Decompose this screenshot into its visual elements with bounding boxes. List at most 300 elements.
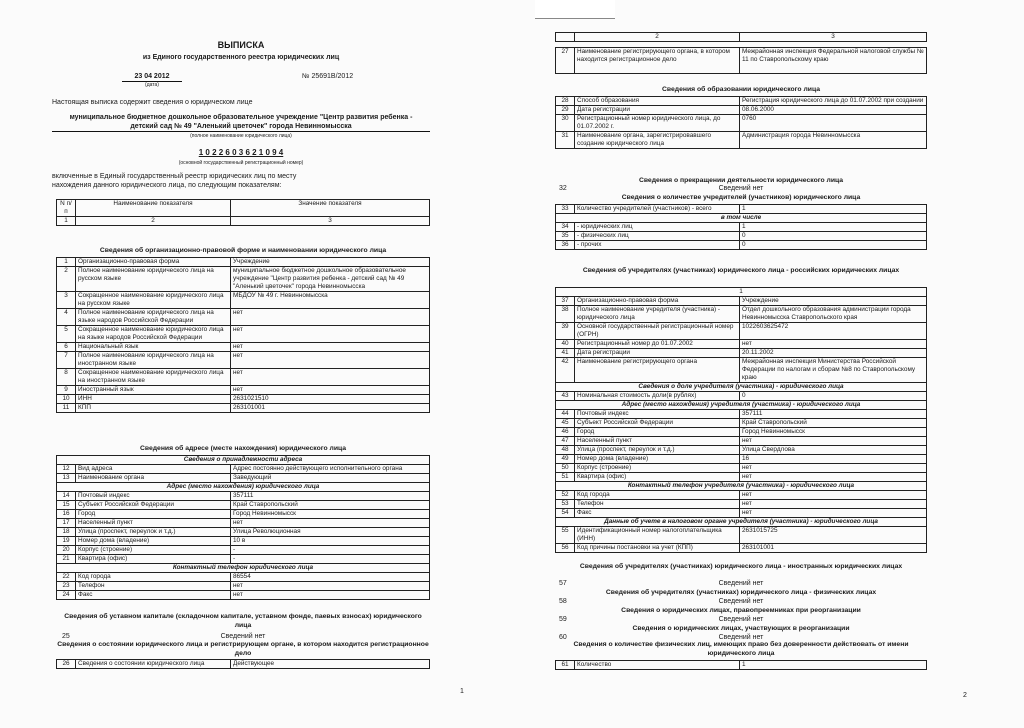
- col-index-1: 1: [57, 217, 76, 226]
- table-row: [57, 386, 430, 395]
- table-row: [556, 106, 927, 115]
- table-row: [556, 297, 927, 306]
- row-label: Количество учредителей (участников) - всего: [575, 205, 740, 214]
- page-number: 2: [963, 692, 967, 699]
- row-label: - прочих: [575, 241, 740, 250]
- row-label: Телефон: [575, 500, 740, 509]
- row-label: Факс: [575, 509, 740, 518]
- table-row: [57, 501, 430, 510]
- row-label: Код причины постановки на учет (КПП): [575, 544, 740, 553]
- row-number: 37: [556, 297, 575, 306]
- row-number: 56: [556, 544, 575, 553]
- termination-value: Сведений нет: [718, 185, 764, 192]
- row-value: Заведующий: [231, 474, 430, 483]
- section-formation: [555, 85, 927, 149]
- row-value: Край Ставропольский: [740, 419, 927, 428]
- subsection-row: [57, 483, 430, 492]
- row-number: 47: [556, 437, 575, 446]
- row-label: Населенный пункт: [76, 519, 231, 528]
- data-table: [555, 204, 927, 250]
- row-number: 15: [57, 501, 76, 510]
- row-label: Почтовый индекс: [76, 492, 231, 501]
- termination-number: 32: [559, 185, 567, 192]
- subsection-title: Сведения о принадлежности адреса: [57, 456, 430, 465]
- page-2: [555, 0, 967, 728]
- subsection-row: [57, 564, 430, 573]
- row-number: 6: [57, 343, 76, 352]
- table-row: [57, 465, 430, 474]
- entity-name-line1: муниципальное бюджетное дошкольное образовательное учреждение "Центр развития ребенка -: [69, 114, 413, 121]
- section-title: Сведения об учредителях (участниках) юридического лица - российских юридических лицах: [582, 267, 900, 274]
- row-label: Город: [575, 428, 740, 437]
- row-number: 22: [57, 573, 76, 582]
- no-data-value: Сведений нет: [718, 616, 764, 623]
- intro-text: Настоящая выписка содержит сведения о юридическом лице: [52, 99, 253, 106]
- persons-table: [555, 660, 927, 670]
- row-value: 0: [740, 241, 927, 250]
- row-value: нет: [231, 519, 430, 528]
- row-value: нет: [231, 343, 430, 352]
- data-table: [555, 287, 927, 553]
- row-value: 1: [740, 223, 927, 232]
- row-value: Учреждение: [231, 258, 430, 267]
- row-value: нет: [231, 591, 430, 600]
- row-value: 20.11.2002: [740, 349, 927, 358]
- row-label: Сведения о состоянии юридического лица: [76, 660, 231, 669]
- no-data-row: [555, 597, 927, 606]
- row-number: 23: [57, 582, 76, 591]
- row-number: 12: [57, 465, 76, 474]
- table-row: [556, 48, 927, 74]
- row-value: Учреждение: [740, 297, 927, 306]
- no-data-row: [555, 615, 927, 624]
- row-value: 0: [740, 232, 927, 241]
- section-title: Сведения об адресе (месте нахождения) юридического лица: [139, 445, 347, 452]
- table-row: [556, 544, 927, 553]
- row-value: 263101001: [231, 404, 430, 413]
- row-label: Наименование органа: [76, 474, 231, 483]
- extract-date: 23 04 2012: [122, 72, 182, 82]
- extract-number: № 25691В/2012: [302, 73, 354, 80]
- table-row: [57, 510, 430, 519]
- data-table: [555, 96, 927, 149]
- row-label: Дата регистрации: [575, 106, 740, 115]
- row-value: Отдел дошкольного образования администрации города Невинномысска Ставропольского края: [740, 306, 927, 323]
- row-label: Наименование регистрирующего органа: [575, 358, 740, 383]
- row-value: Город Невинномысск: [231, 510, 430, 519]
- subsection-row: [556, 214, 927, 223]
- row-number: 28: [556, 97, 575, 106]
- row-label: Организационно-правовая форма: [76, 258, 231, 267]
- row-label: Количество: [575, 661, 740, 670]
- row-number: 45: [556, 419, 575, 428]
- status-title: Сведения о состоянии юридического лица и регистрирующем органе, в котором находится регистрационное дело: [57, 641, 429, 657]
- row-label: Улица (проспект, переулок и т.д.): [575, 446, 740, 455]
- subsection-title: Контактный телефон учредителя (участника) - юридического лица: [556, 482, 927, 491]
- row-number: 53: [556, 500, 575, 509]
- table-row: [556, 464, 927, 473]
- section-founders-russian: [555, 266, 927, 553]
- subsection-row: [556, 482, 927, 491]
- subsection-row: [556, 383, 927, 392]
- row-value: Адрес постоянно действующего исполнительного органа: [231, 465, 430, 474]
- row-label: ИНН: [76, 395, 231, 404]
- subsection-title: Сведения о доле учредителя (участника) - юридического лица: [556, 383, 927, 392]
- table-row: [57, 528, 430, 537]
- row-value: -: [231, 555, 430, 564]
- table-row: [57, 474, 430, 483]
- row-number: 49: [556, 455, 575, 464]
- row-label: Полное наименование юридического лица на языке народов Российской Федерации: [76, 309, 231, 326]
- table-row: [556, 428, 927, 437]
- row-value: нет: [740, 500, 927, 509]
- table-row: [556, 205, 927, 214]
- capital-title: Сведения об уставном капитале (складочном капитале, уставном фонде, паевых взносах) юридического лица: [64, 613, 422, 629]
- row-label: КПП: [76, 404, 231, 413]
- row-value: 1: [740, 205, 927, 214]
- table-row: [57, 309, 430, 326]
- termination-title: Сведения о прекращении деятельности юридического лица: [638, 177, 844, 184]
- no-data-value: Сведений нет: [718, 580, 764, 587]
- subsection-title: Адрес (место нахождения) учредителя (участника) - юридического лица: [556, 401, 927, 410]
- subsection-title: Данные об учете в налоговом органе учредителя (участника) - юридического лица: [556, 518, 927, 527]
- table-row: [57, 352, 430, 369]
- row-value: Действующее: [231, 660, 430, 669]
- founder-index: 1: [556, 288, 927, 297]
- row-value: Улица Свердлова: [740, 446, 927, 455]
- row-label: Наименование органа, зарегистрировавшего создание юридического лица: [575, 132, 740, 149]
- row-value: 263101001: [740, 544, 927, 553]
- row-label: Квартира (офис): [76, 555, 231, 564]
- row-number: 52: [556, 491, 575, 500]
- table-row: [556, 349, 927, 358]
- row-label: Номинальная стоимость доли(в рублях): [575, 392, 740, 401]
- table-row: [57, 267, 430, 292]
- row-value: Улица Революционная: [231, 528, 430, 537]
- row-number: 19: [57, 537, 76, 546]
- row-value: Администрация города Невинномысска: [740, 132, 927, 149]
- row-number: 35: [556, 232, 575, 241]
- document-title: ВЫПИСКА: [217, 40, 265, 50]
- row-value: 1: [740, 661, 927, 670]
- row-label: Факс: [76, 591, 231, 600]
- status-table: [56, 659, 430, 669]
- col-index-2: 2: [575, 33, 740, 42]
- table-row: [556, 241, 927, 250]
- table-row: [57, 660, 430, 669]
- row-number: 27: [556, 48, 575, 74]
- row-number: 46: [556, 428, 575, 437]
- section-no-data: [555, 562, 927, 642]
- no-data-value: Сведений нет: [718, 598, 764, 605]
- row-label: Полное наименование юридического лица на иностранном языке: [76, 352, 231, 369]
- row-number: 1: [57, 258, 76, 267]
- subsection-row: [556, 518, 927, 527]
- col-name: Наименование показателя: [76, 200, 231, 217]
- section-founders-count: [555, 193, 927, 250]
- row-number: 11: [57, 404, 76, 413]
- row-value: нет: [740, 509, 927, 518]
- row-number: 10: [57, 395, 76, 404]
- row-number: 50: [556, 464, 575, 473]
- table-row: [556, 527, 927, 544]
- table-row: [57, 404, 430, 413]
- no-data-row: [555, 579, 927, 588]
- table-row: [57, 326, 430, 343]
- section-title: Сведения об организационно-правовой форме и наименовании юридического лица: [99, 247, 387, 254]
- row-number: 40: [556, 340, 575, 349]
- row-number: 38: [556, 306, 575, 323]
- row-value: МБДОУ № 49 г. Невинномысска: [231, 292, 430, 309]
- row-label: Регистрационный номер юридического лица, до 01.07.2002 г.: [575, 115, 740, 132]
- col-n: N п/п: [57, 200, 76, 217]
- subsection-row: [556, 401, 927, 410]
- row-number: 33: [556, 205, 575, 214]
- table-row: [556, 437, 927, 446]
- row-number: 43: [556, 392, 575, 401]
- no-data-number: 59: [559, 616, 567, 623]
- table-row: [556, 288, 927, 297]
- subsection-title: в том числе: [556, 214, 927, 223]
- table-row: [556, 410, 927, 419]
- table-row: [556, 473, 927, 482]
- row-label: Субъект Российской Федерации: [76, 501, 231, 510]
- row-number: 44: [556, 410, 575, 419]
- row-value: муниципальное бюджетное дошкольное образовательное учреждение "Центр развития ребенка - детский сад № 49 "Аленький цветочек" города Невинномысска: [231, 267, 430, 292]
- row-value: нет: [231, 326, 430, 343]
- no-data-number: 58: [559, 598, 567, 605]
- table-row: [57, 369, 430, 386]
- table-row: [57, 258, 430, 267]
- table-row: [57, 573, 430, 582]
- row-label: Код города: [76, 573, 231, 582]
- row-label: Регистрационный номер до 01.07.2002: [575, 340, 740, 349]
- row-label: Сокращенное наименование юридического лица на русском языке: [76, 292, 231, 309]
- row-number: 42: [556, 358, 575, 383]
- table-row: [57, 555, 430, 564]
- row-number: 41: [556, 349, 575, 358]
- row-value: нет: [740, 473, 927, 482]
- row-label: Корпус (строение): [575, 464, 740, 473]
- subsection-title: Адрес (место нахождения) юридического лица: [57, 483, 430, 492]
- row-number: 13: [57, 474, 76, 483]
- table-row: [556, 455, 927, 464]
- row-number: 5: [57, 326, 76, 343]
- row-value: нет: [231, 352, 430, 369]
- table-row: [556, 419, 927, 428]
- no-data-number: 60: [559, 634, 567, 641]
- row-number: 16: [57, 510, 76, 519]
- row-label: Номер дома (владение): [575, 455, 740, 464]
- subsection-row: [57, 456, 430, 465]
- no-data-title: Сведения о юридических лицах, правопреемниках при реорганизации: [621, 607, 861, 614]
- row-value: 357111: [740, 410, 927, 419]
- row-number: 26: [57, 660, 76, 669]
- row-value: 2631015725: [740, 527, 927, 544]
- row-label: Национальный язык: [76, 343, 231, 352]
- table-row: [556, 323, 927, 340]
- no-data-value: Сведений нет: [718, 634, 764, 641]
- row-label: Организационно-правовая форма: [575, 297, 740, 306]
- table-row: [57, 395, 430, 404]
- table-row: [556, 232, 927, 241]
- table-row: [556, 306, 927, 323]
- col-index-3: 3: [231, 217, 430, 226]
- table-row: [556, 500, 927, 509]
- row-value: нет: [231, 386, 430, 395]
- row-label: Почтовый индекс: [575, 410, 740, 419]
- row-label: Дата регистрации: [575, 349, 740, 358]
- row-value: Край Ставропольский: [231, 501, 430, 510]
- ogrn-caption: (основной государственный регистрационный номер): [178, 160, 304, 166]
- row-label: Населенный пункт: [575, 437, 740, 446]
- col-value: Значение показателя: [231, 200, 430, 217]
- table-row: [556, 223, 927, 232]
- included-line2: нахождения данного юридического лица, по следующим показателям:: [52, 182, 282, 189]
- row-value: Регистрация юридического лица до 01.07.2002 при создании: [740, 97, 927, 106]
- table-row: [556, 446, 927, 455]
- row-label: Телефон: [76, 582, 231, 591]
- row-number: 18: [57, 528, 76, 537]
- row-value: 0: [740, 392, 927, 401]
- row-value: 10 в: [231, 537, 430, 546]
- row-value: нет: [231, 369, 430, 386]
- row-number: 2: [57, 267, 76, 292]
- row-value: нет: [231, 309, 430, 326]
- table-row: [556, 661, 927, 670]
- row-value: нет: [740, 340, 927, 349]
- row-label: Основной государственный регистрационный номер (ОГРН): [575, 323, 740, 340]
- row-value: 1022603625472: [740, 323, 927, 340]
- row-label: Номер дома (владение): [76, 537, 231, 546]
- row-value: нет: [740, 491, 927, 500]
- table-row: [556, 115, 927, 132]
- table-row: [57, 537, 430, 546]
- row-number: 21: [57, 555, 76, 564]
- data-table: [56, 257, 430, 413]
- row-label: Вид адреса: [76, 465, 231, 474]
- row-value: -: [231, 546, 430, 555]
- row-label: Город: [76, 510, 231, 519]
- row-label: Квартира (офис): [575, 473, 740, 482]
- row-number: 17: [57, 519, 76, 528]
- row-number: 39: [556, 323, 575, 340]
- row-value: Межрайонная инспекция Министерства Российской Федерации по налогам и сборам №8 по Ставропольскому краю: [740, 358, 927, 383]
- row-value: нет: [231, 582, 430, 591]
- table-row: [556, 392, 927, 401]
- row-label: - физических лиц: [575, 232, 740, 241]
- row-label: Идентификационный номер налогоплательщика (ИНН): [575, 527, 740, 544]
- row-label: Иностранный язык: [76, 386, 231, 395]
- date-caption: (дата): [145, 82, 159, 88]
- section-org-form: [56, 246, 430, 413]
- row-number: 61: [556, 661, 575, 670]
- row-number: 3: [57, 292, 76, 309]
- row-number: 36: [556, 241, 575, 250]
- row-number: 14: [57, 492, 76, 501]
- row-label: - юридических лиц: [575, 223, 740, 232]
- row-number: 31: [556, 132, 575, 149]
- row-label: Полное наименование учредителя (участника) - юридического лица: [575, 306, 740, 323]
- row-value: нет: [740, 464, 927, 473]
- row-number: 30: [556, 115, 575, 132]
- table-row: [556, 491, 927, 500]
- section-address: [56, 444, 430, 600]
- subsection-title: Контактный телефон юридического лица: [57, 564, 430, 573]
- row-number: 24: [57, 591, 76, 600]
- row-value: 357111: [231, 492, 430, 501]
- row-value: 0760: [740, 115, 927, 132]
- table-row: [57, 591, 430, 600]
- row-label: Полное наименование юридического лица на русском языке: [76, 267, 231, 292]
- table-row: [556, 358, 927, 383]
- overlapping-page-edge: [535, 0, 615, 19]
- entity-caption: (полное наименование юридического лица): [190, 133, 292, 139]
- capital-value: Сведений нет: [220, 633, 266, 640]
- page-number: 1: [460, 688, 464, 695]
- no-data-number: 57: [559, 580, 567, 587]
- no-data-title: Сведения об учредителях (участниках) юридического лица - физических лицах: [605, 589, 877, 596]
- row-value: Межрайонная инспекция Федеральной налоговой службы № 11 по Ставропольскому краю: [740, 48, 927, 74]
- continuation-header: [555, 32, 927, 42]
- row-number: 29: [556, 106, 575, 115]
- table-row: [57, 492, 430, 501]
- capital-number: 25: [62, 633, 70, 640]
- table-row: [556, 340, 927, 349]
- document-subtitle: из Единого государственного реестра юридических лиц: [142, 54, 340, 61]
- row-number: 20: [57, 546, 76, 555]
- no-data-title: Сведения об учредителях (участниках) юридического лица - иностранных юридических лицах: [579, 563, 903, 570]
- page-1: [52, 0, 464, 728]
- row-value: Город Невинномысск: [740, 428, 927, 437]
- row-number: 9: [57, 386, 76, 395]
- row-label: Корпус (строение): [76, 546, 231, 555]
- row-number: 8: [57, 369, 76, 386]
- ogrn: 1 0 2 2 6 0 3 6 2 1 0 9 4: [198, 148, 284, 157]
- row-number: 4: [57, 309, 76, 326]
- row-label: Сокращенное наименование юридического лица на языке народов Российской Федерации: [76, 326, 231, 343]
- table-row: [57, 343, 430, 352]
- row-number: 55: [556, 527, 575, 544]
- data-table: [56, 455, 430, 600]
- table-row: [57, 582, 430, 591]
- no-data-title: Сведения о юридических лицах, участвующих в реорганизации: [632, 625, 850, 632]
- col-index-2: 2: [76, 217, 231, 226]
- row-label: Субъект Российской Федерации: [575, 419, 740, 428]
- row-label: Код города: [575, 491, 740, 500]
- row-label: Сокращенное наименование юридического лица на иностранном языке: [76, 369, 231, 386]
- section-title: Сведения о количестве учредителей (участников) юридического лица: [621, 194, 861, 201]
- included-line1: включенные в Единый государственный реестр юридических лиц по месту: [52, 173, 297, 180]
- row-label: Наименование регистрирующего органа, в котором находится регистрационное дело: [575, 48, 740, 74]
- table-row: [556, 509, 927, 518]
- row-value: 16: [740, 455, 927, 464]
- table-row: [57, 546, 430, 555]
- table-row: [556, 132, 927, 149]
- row-number: 54: [556, 509, 575, 518]
- header-table: [56, 199, 430, 226]
- table-row: [556, 97, 927, 106]
- row-label: Способ образования: [575, 97, 740, 106]
- section-title: Сведения об образовании юридического лица: [661, 86, 821, 93]
- registry-organ-table: [555, 47, 927, 74]
- row-number: 34: [556, 223, 575, 232]
- entity-name-line2: детский сад № 49 "Аленький цветочек" города Невинномысска: [130, 123, 352, 130]
- persons-title: Сведения о количестве физических лиц, имеющих право без доверенности действовать от имени юридического лица: [573, 641, 909, 657]
- row-number: 51: [556, 473, 575, 482]
- row-value: 08.06.2000: [740, 106, 927, 115]
- table-row: [57, 292, 430, 309]
